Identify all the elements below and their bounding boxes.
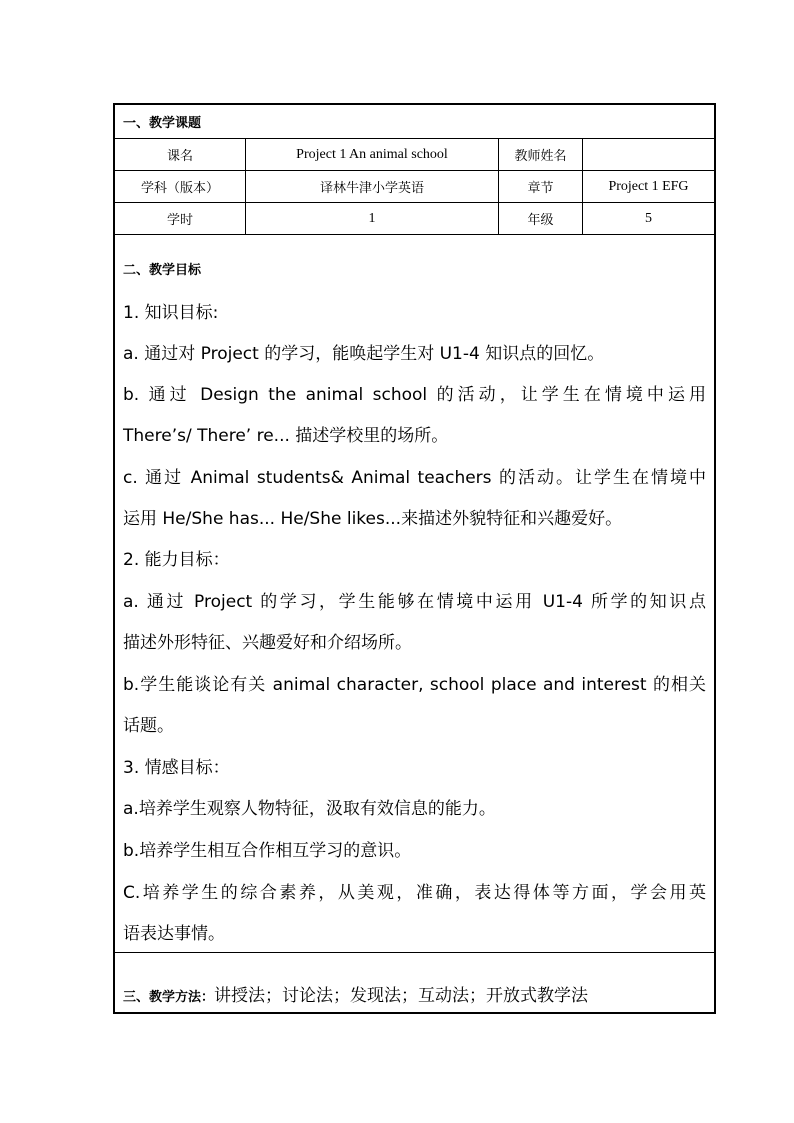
section2-title: 二、教学目标 xyxy=(123,263,202,278)
teacher-name-value xyxy=(582,139,714,170)
course-name-value: Project 1 An animal school xyxy=(245,139,498,170)
list-item: 3. 情感目标： xyxy=(123,758,230,778)
list-item: a. 通过 Project 的学习，学生能够在情境中运用 U1-4 所学的知识点 xyxy=(123,592,706,612)
lesson-plan-table xyxy=(113,103,716,1014)
section3-content: 讲授法；讨论法；发现法；互动法；开放式教学法 xyxy=(214,986,589,1006)
list-item: There’s/ There’ re... 描述学校里的场所。 xyxy=(123,426,449,446)
section1-header-row xyxy=(115,105,714,139)
hours-label: 学时 xyxy=(166,213,193,228)
section2-objectives xyxy=(115,235,714,953)
section1-title: 一、教学课题 xyxy=(123,116,202,131)
list-item: 描述外形特征、兴趣爱好和介绍场所。 xyxy=(123,633,412,653)
table-row xyxy=(115,139,714,171)
list-item: 1. 知识目标: xyxy=(123,303,219,323)
chapter-value: Project 1 EFG xyxy=(582,171,714,202)
section3-label: 三、教学方法： xyxy=(123,990,215,1005)
course-name-label: 课名 xyxy=(166,149,193,164)
list-item: C.培养学生的综合素养，从美观，准确，表达得体等方面，学会用英 xyxy=(123,883,706,903)
list-item: 语表达事情。 xyxy=(123,924,225,944)
teacher-name-label: 教师姓名 xyxy=(498,139,582,170)
subject-label: 学科（版本） xyxy=(140,181,219,196)
list-item: b.学生能谈论有关 animal character, school place and interest 的相关 xyxy=(123,675,706,695)
chapter-label: 章节 xyxy=(498,171,582,202)
list-item: b.培养学生相互合作相互学习的意识。 xyxy=(123,841,412,861)
list-item: c. 通过 Animal students& Animal teachers 的活动。让学生在情境中 xyxy=(123,468,706,488)
subject-value: 译林牛津小学英语 xyxy=(245,171,498,202)
hours-value: 1 xyxy=(245,203,498,234)
section3-methods xyxy=(123,981,588,1006)
list-item: 话题。 xyxy=(123,716,174,736)
list-item: 2. 能力目标： xyxy=(123,550,230,570)
list-item: 运用 He/She has... He/She likes...来描述外貌特征和兴趣爱好。 xyxy=(123,509,623,529)
list-item: b. 通过 Design the animal school 的活动，让学生在情境中运用 xyxy=(123,385,706,405)
list-item: a. 通过对 Project 的学习，能唤起学生对 U1-4 知识点的回忆。 xyxy=(123,344,605,364)
list-item: a.培养学生观察人物特征，汲取有效信息的能力。 xyxy=(123,799,496,819)
grade-value: 5 xyxy=(582,203,714,234)
table-row xyxy=(115,203,714,235)
table-row xyxy=(115,171,714,203)
grade-label: 年级 xyxy=(498,203,582,234)
